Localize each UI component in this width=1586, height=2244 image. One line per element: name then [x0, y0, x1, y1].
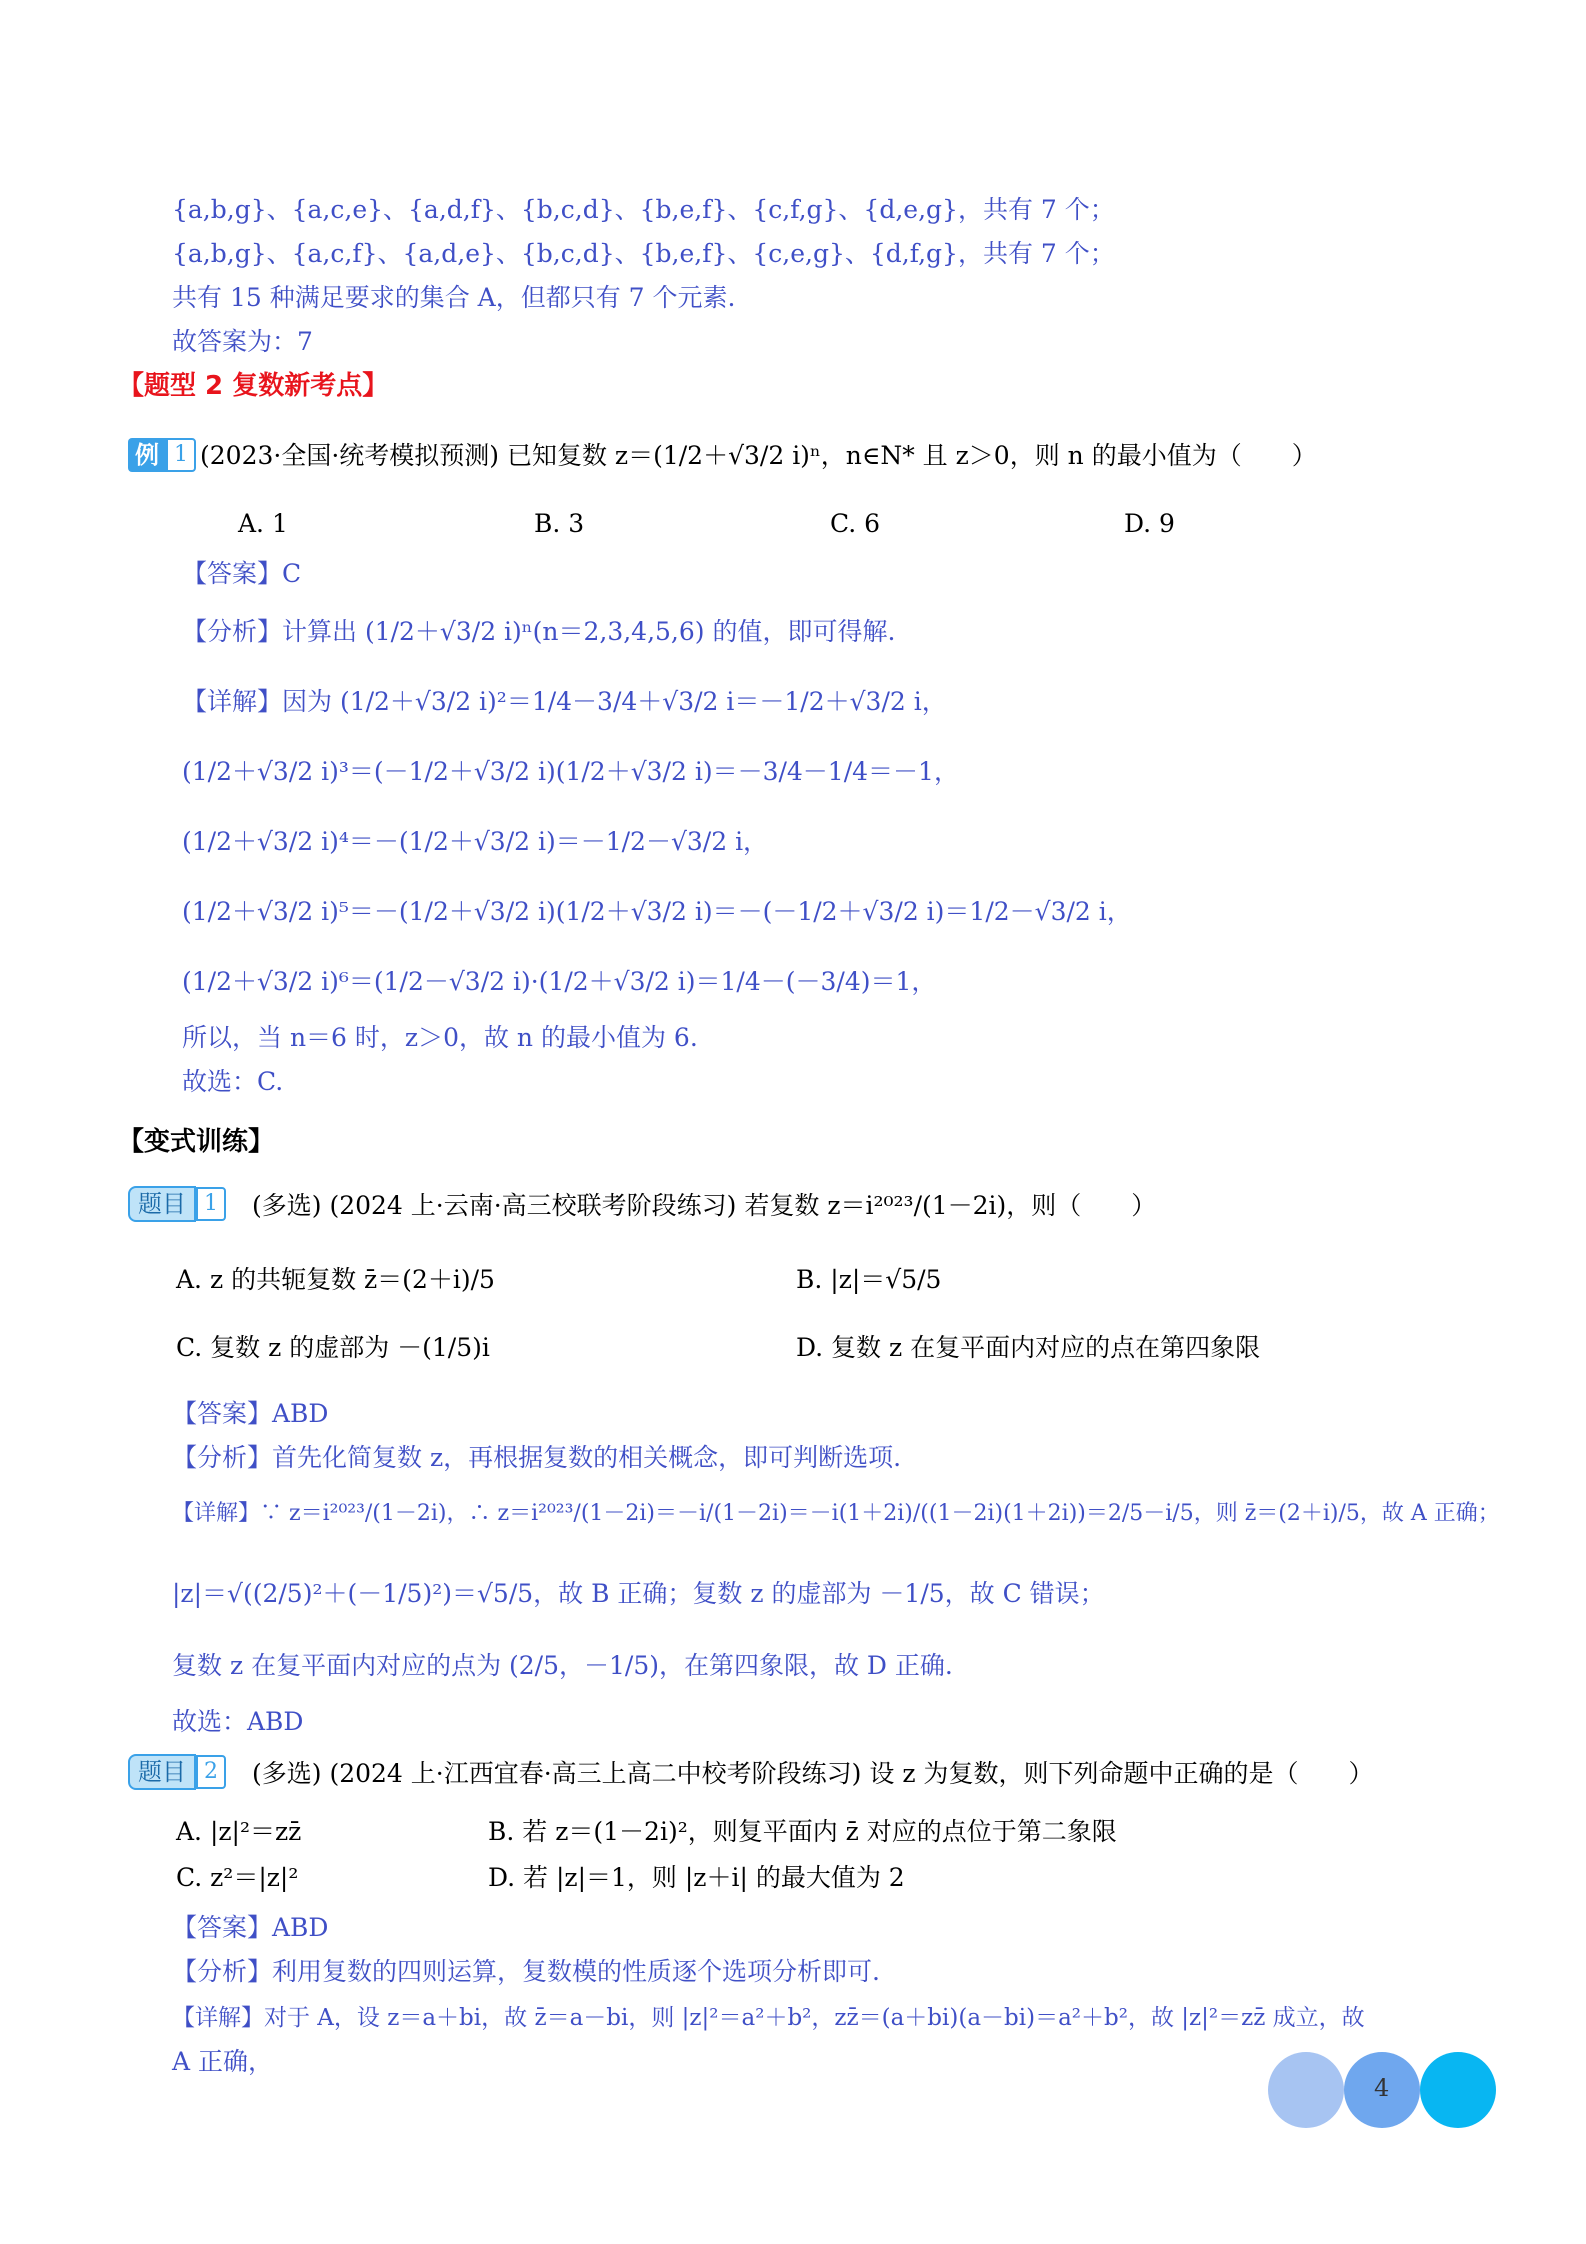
option-a: A. |z|²＝zz̄	[176, 1817, 302, 1846]
question-label: 题目	[128, 1754, 196, 1790]
text-line: {a,b,g}、{a,c,e}、{a,d,f}、{b,c,d}、{b,e,f}、{c,f,g}、{d,e,g}，共有 7 个；	[172, 195, 1115, 224]
analysis-line: 【分析】计算出 (1/2＋√3/2 i)ⁿ(n＝2,3,4,5,6) 的值，即可得解.	[182, 617, 896, 646]
decor-circle	[1268, 2052, 1344, 2128]
detail-line: 故选：C.	[182, 1067, 284, 1096]
question-label: 题目	[128, 1186, 196, 1222]
option-d: D. 若 |z|＝1，则 |z＋i| 的最大值为 2	[488, 1863, 905, 1892]
detail-line: (1/2＋√3/2 i)³＝(－1/2＋√3/2 i)(1/2＋√3/2 i)＝－3/4－1/4＝－1，	[182, 757, 959, 786]
section-title: 【变式训练】	[118, 1127, 275, 1157]
option-c: C. z²＝|z|²	[176, 1863, 299, 1892]
option-d: D. 复数 z 在复平面内对应的点在第四象限	[796, 1333, 1261, 1362]
option-b: B. |z|＝√5/5	[796, 1265, 942, 1294]
detail-line: (1/2＋√3/2 i)⁵＝－(1/2＋√3/2 i)(1/2＋√3/2 i)＝－(－1/2＋√3/2 i)＝1/2－√3/2 i，	[182, 897, 1132, 926]
answer-line: 【答案】ABD	[172, 1399, 329, 1428]
example-tag	[128, 438, 196, 472]
detail-line: 所以，当 n＝6 时，z＞0，故 n 的最小值为 6.	[182, 1023, 698, 1052]
example-stem: (2023·全国·统考模拟预测) 已知复数 z＝(1/2＋√3/2 i)ⁿ，n∈N* 且 z＞0，则 n 的最小值为（ ）	[200, 441, 1317, 470]
analysis-line: 【分析】利用复数的四则运算，复数模的性质逐个选项分析即可.	[172, 1957, 880, 1986]
option-d: D. 9	[1124, 509, 1175, 538]
analysis-line: 【分析】首先化简复数 z，再根据复数的相关概念，即可判断选项.	[172, 1443, 902, 1472]
decor-circle	[1420, 2052, 1496, 2128]
detail-line: (1/2＋√3/2 i)⁴＝－(1/2＋√3/2 i)＝－1/2－√3/2 i，	[182, 827, 769, 856]
text-line: 故答案为：7	[172, 327, 313, 356]
detail-line: A 正确，	[172, 2047, 274, 2076]
question-stem: (多选) (2024 上·云南·高三校联考阶段练习) 若复数 z＝i²⁰²³/(1－2i)，则（ ）	[252, 1191, 1157, 1220]
example-number: 1	[166, 438, 196, 472]
question-tag	[128, 1186, 226, 1222]
example-label: 例	[128, 438, 166, 472]
answer-line: 【答案】ABD	[172, 1913, 329, 1942]
detail-line: 故选：ABD	[172, 1707, 304, 1736]
question-number: 1	[196, 1187, 226, 1221]
option-a: A. 1	[238, 509, 288, 538]
detail-line: 【详解】对于 A，设 z＝a＋bi，故 z̄＝a－bi，则 |z|²＝a²＋b²，zz̄＝(a＋bi)(a－bi)＝a²＋b²，故 |z|²＝zz̄ 成立，故	[172, 2005, 1365, 2031]
section-title: 【题型 2 复数新考点】	[118, 371, 389, 401]
detail-line: (1/2＋√3/2 i)⁶＝(1/2－√3/2 i)·(1/2＋√3/2 i)＝1/4－(－3/4)＝1，	[182, 967, 937, 996]
question-stem: (多选) (2024 上·江西宜春·高三上高二中校考阶段练习) 设 z 为复数，则下列命题中正确的是（ ）	[252, 1759, 1374, 1788]
detail-line: 复数 z 在复平面内对应的点为 (2/5，－1/5)，在第四象限，故 D 正确.	[172, 1651, 953, 1680]
question-tag	[128, 1754, 226, 1790]
option-c: C. 复数 z 的虚部为 －(1/5)i	[176, 1333, 490, 1362]
text-line: 共有 15 种满足要求的集合 A，但都只有 7 个元素.	[172, 283, 736, 312]
text-line: {a,b,g}、{a,c,f}、{a,d,e}、{b,c,d}、{b,e,f}、{c,e,g}、{d,f,g}，共有 7 个；	[172, 239, 1115, 268]
detail-line: 【详解】∵ z＝i²⁰²³/(1－2i)，∴ z＝i²⁰²³/(1－2i)＝－i/(1－2i)＝－i(1＋2i)/((1－2i)(1＋2i))＝2/5－i/5，则 z̄＝(2＋i)/5，故 A 正确；	[172, 1501, 1500, 1526]
option-b: B. 若 z＝(1－2i)²，则复平面内 z̄ 对应的点位于第二象限	[488, 1817, 1117, 1846]
answer-line: 【答案】C	[182, 559, 302, 588]
option-b: B. 3	[534, 509, 585, 538]
detail-line: 【详解】因为 (1/2＋√3/2 i)²＝1/4－3/4＋√3/2 i＝－1/2＋√3/2 i，	[182, 687, 947, 716]
option-a: A. z 的共轭复数 z̄＝(2＋i)/5	[176, 1265, 495, 1294]
question-number: 2	[196, 1755, 226, 1789]
option-c: C. 6	[830, 509, 881, 538]
detail-line: |z|＝√((2/5)²＋(－1/5)²)＝√5/5，故 B 正确；复数 z 的虚部为 －1/5，故 C 错误；	[172, 1579, 1105, 1608]
page-number: 4	[1374, 2074, 1390, 2102]
